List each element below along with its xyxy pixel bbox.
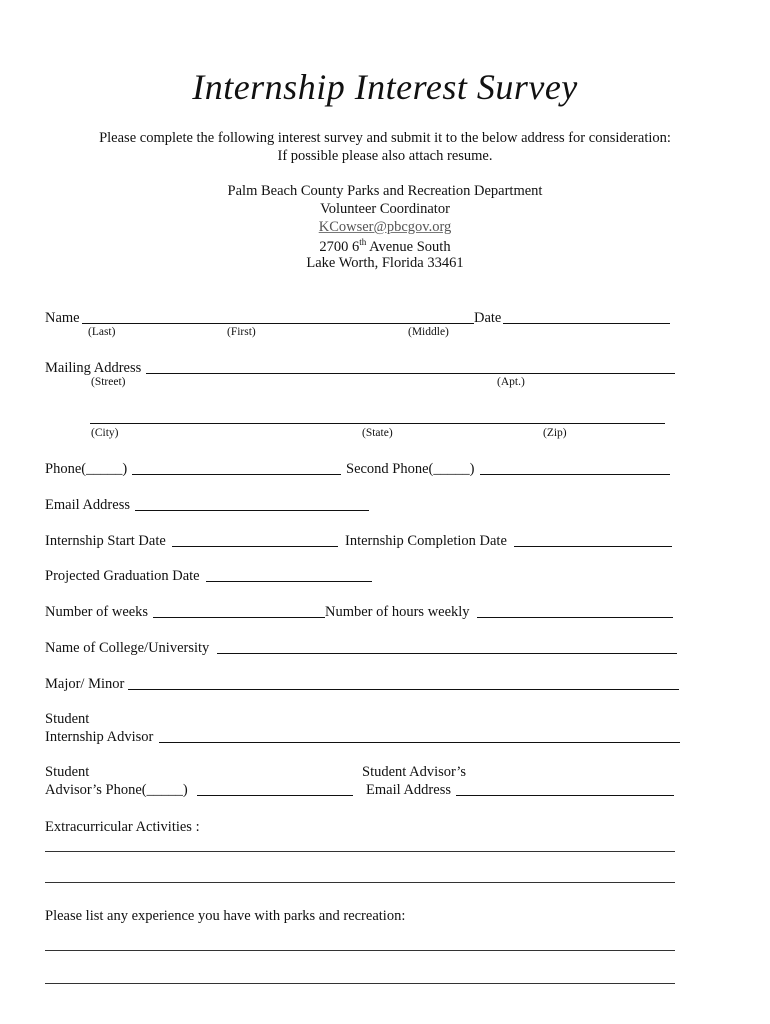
city-state-zip-field[interactable]: [90, 423, 665, 424]
zip-sublabel: (Zip): [543, 427, 567, 439]
advisor-phone-field[interactable]: [197, 795, 353, 796]
extracurricular-line-2[interactable]: [45, 882, 675, 883]
address-role: Volunteer Coordinator: [320, 201, 450, 217]
start-date-field[interactable]: [172, 546, 338, 547]
experience-label: Please list any experience you have with parks and recreation:: [45, 908, 406, 924]
email-label: Email Address: [45, 497, 130, 513]
middle-sublabel: (Middle): [408, 326, 449, 338]
graduation-field[interactable]: [206, 581, 372, 582]
advisor-email-field[interactable]: [456, 795, 674, 796]
name-label: Name: [45, 310, 80, 326]
intro-line-2: If possible please also attach resume.: [277, 148, 493, 164]
experience-line-1[interactable]: [45, 950, 675, 951]
mailing-address-field[interactable]: [146, 373, 675, 374]
address-department: Palm Beach County Parks and Recreation Department: [227, 183, 543, 199]
second-phone-field[interactable]: [480, 474, 670, 475]
completion-date-label: Internship Completion Date: [345, 533, 507, 549]
advisor-phone-label-line-1: Student: [45, 764, 90, 780]
apt-sublabel: (Apt.): [497, 376, 525, 388]
completion-date-field[interactable]: [514, 546, 672, 547]
extracurricular-line-1[interactable]: [45, 851, 675, 852]
advisor-phone-label-line-2: Advisor’s Phone(_____): [45, 782, 188, 798]
first-sublabel: (First): [227, 326, 256, 338]
city-sublabel: (City): [91, 427, 119, 439]
email-field[interactable]: [135, 510, 369, 511]
page-title: Internship Interest Survey: [192, 67, 578, 107]
weeks-label: Number of weeks: [45, 604, 149, 620]
second-phone-label: Second Phone(_____): [346, 461, 475, 477]
weeks-field[interactable]: [153, 617, 325, 618]
major-label: Major/ Minor: [45, 676, 125, 692]
last-sublabel: (Last): [88, 326, 116, 338]
advisor-email-label-line-1: Student Advisor’s: [362, 764, 467, 780]
major-field[interactable]: [128, 689, 679, 690]
start-date-label: Internship Start Date: [45, 533, 166, 549]
extracurricular-label: Extracurricular Activities :: [45, 819, 200, 835]
advisor-field[interactable]: [159, 742, 680, 743]
phone-field[interactable]: [132, 474, 341, 475]
hours-field[interactable]: [477, 617, 673, 618]
advisor-label-line-1: Student: [45, 711, 90, 727]
street-sublabel: (Street): [91, 376, 126, 388]
date-label: Date: [474, 310, 502, 326]
experience-line-2[interactable]: [45, 983, 675, 984]
college-field[interactable]: [217, 653, 677, 654]
name-field[interactable]: [82, 323, 474, 324]
advisor-label-line-2: Internship Advisor: [45, 729, 154, 745]
address-city: Lake Worth, Florida 33461: [306, 255, 464, 271]
graduation-label: Projected Graduation Date: [45, 568, 200, 584]
email-link[interactable]: KCowser@pbcgov.org: [318, 219, 452, 235]
state-sublabel: (State): [362, 427, 393, 439]
date-field[interactable]: [503, 323, 670, 324]
college-label: Name of College/University: [45, 640, 210, 656]
hours-label: Number of hours weekly: [325, 604, 470, 620]
phone-label: Phone(_____): [45, 461, 128, 477]
mailing-address-label: Mailing Address: [45, 360, 142, 376]
intro-line-1: Please complete the following interest survey and submit it to the below address for consideration:: [99, 130, 671, 146]
advisor-email-label-line-2: Email Address: [366, 782, 451, 798]
address-street: 2700 6th Avenue South: [319, 237, 451, 255]
address-email[interactable]: [0, 219, 770, 236]
